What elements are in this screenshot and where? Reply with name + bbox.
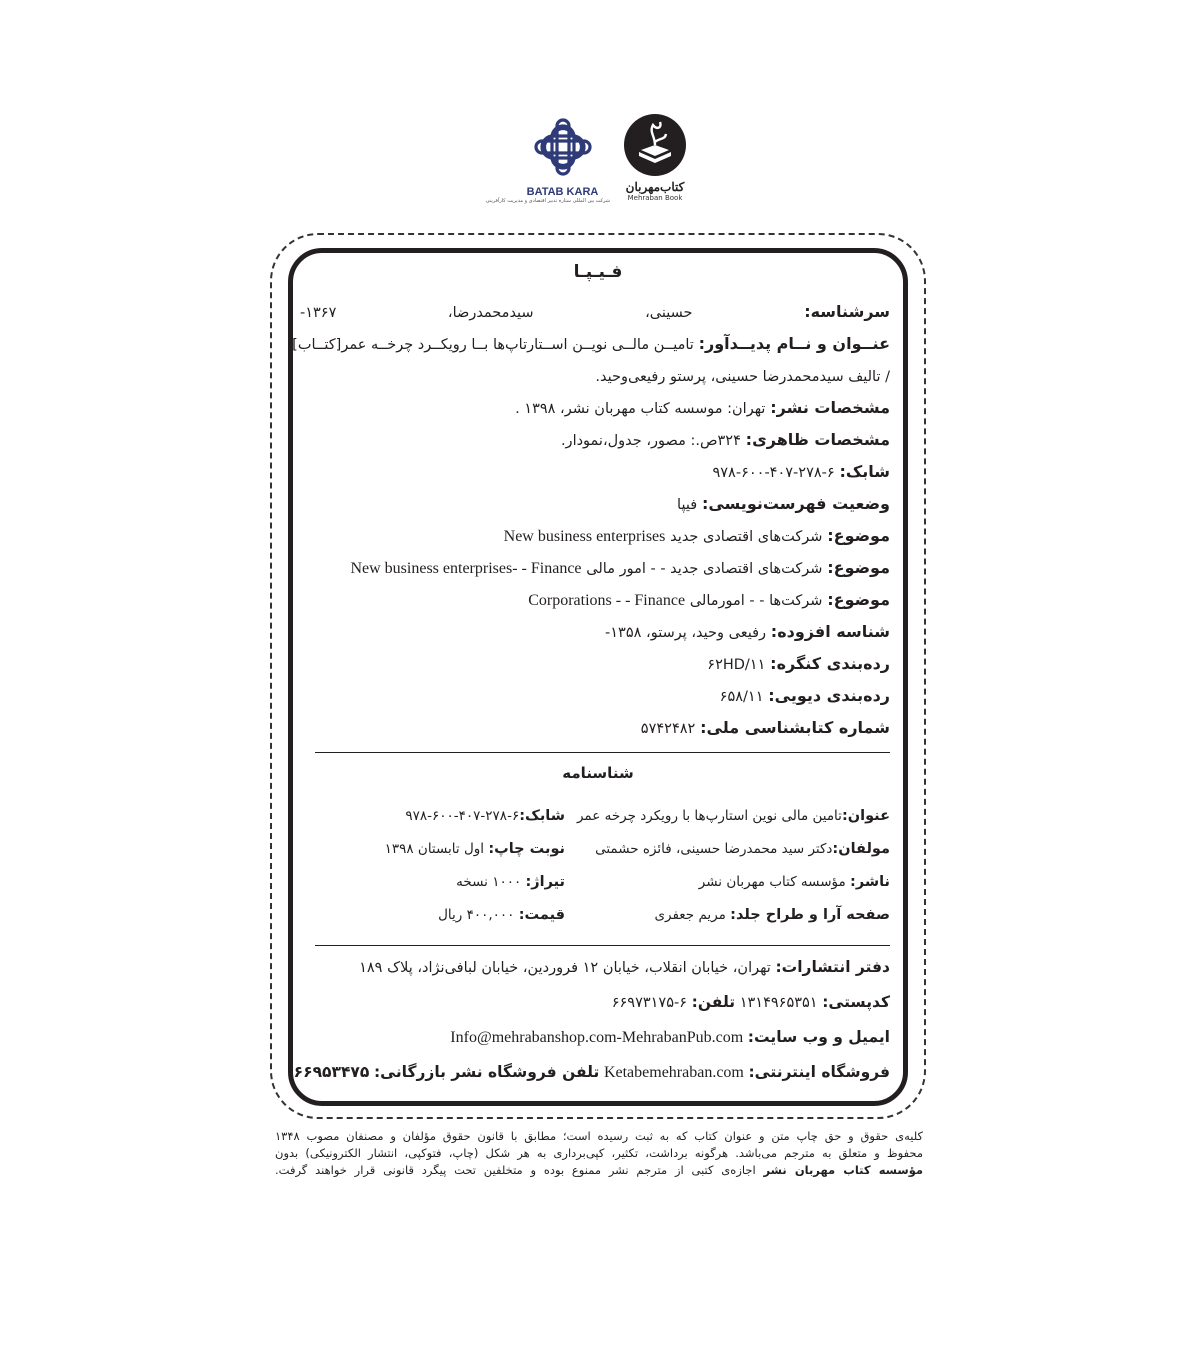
identity-publisher: ناشر: مؤسسه کتاب مهربان نشر [698, 874, 890, 890]
fipa-entry-heading: سرشناسه: حسینی، سیدمحمدرضا، ۱۳۶۷- [300, 302, 890, 321]
fipa-entry-national-number: شماره کتابشناسی ملی: ۵۷۴۲۴۸۲ [640, 718, 890, 737]
batab-knot-icon [528, 112, 598, 182]
identity-table [310, 800, 890, 932]
fipa-entry-title-cont: / تالیف سیدمحمدرضا حسینی، پرستو رفیعی‌وحید. [595, 369, 890, 385]
fipa-title: فـیـپـا [573, 262, 623, 282]
fipa-entry-physical: مشخصات ظاهری: ۳۲۴ص.: مصور، جدول،نمودار. [560, 430, 890, 449]
fipa-list [292, 296, 890, 744]
identity-title: شناسنامه [562, 764, 634, 782]
fipa-entry-title: عنــوان و نــام پدیــدآور: تامیــن مالــی نویــن اســتارتاپ‌ها بــا رویکــرد چرخــه عمر[کتــاب] [292, 334, 890, 353]
copyright-publisher: مؤسسه کتاب مهربان نشر [763, 1163, 924, 1177]
shop-link[interactable]: Ketabemehraban.com [603, 1064, 744, 1081]
fipa-entry-status: وضعیت فهرست‌نویسی: فیپا [677, 494, 890, 513]
copyright-line: محفوظ و متعلق به مترجم می‌باشد. هرگونه برداشت، تکثیر، کپی‌برداری به هر شکل (چاپ، فتوکپی، انتشار الکترونیکی) بدون [275, 1146, 923, 1160]
identity-row [310, 800, 890, 833]
fipa-entry-isbn: شابک: ۶-۲۷۸-۴۰۷-۶۰۰-۹۷۸ [712, 462, 890, 481]
email-and-website: ایمیل و وب سایت: Info@mehrabanshop.com-MehrabanPub.com [450, 1028, 890, 1046]
online-shop: فروشگاه اینترنتی: Ketabemehraban.com تلفن فروشگاه نشر بازرگانی: ۶۶۹۵۳۴۷۵ [293, 1063, 890, 1081]
mehraban-logo-name: کتاب‌مهربان [625, 180, 685, 194]
identity-print-edition: نوبت چاپ: اول تابستان ۱۳۹۸ [384, 841, 565, 857]
mehraban-logo [615, 112, 695, 202]
section-divider [315, 752, 890, 753]
identity-designer: صفحه آرا و طراح جلد: مریم جعفری [654, 907, 890, 923]
identity-circulation: تیراژ: ۱۰۰۰ نسخه [456, 874, 565, 890]
office-address: دفتر انتشارات: تهران، خیابان انقلاب، خیابان ۱۲ فروردین، خیابان لبافی‌نژاد، پلاک ۱۸۹ [359, 958, 890, 976]
batab-logo-tagline: شرکت بین المللی ستاره تدبیر اقتصادی و مدیریت کارآفرینی [485, 198, 610, 204]
identity-authors: مولفان:دکتر سید محمدرضا حسینی، فائزه حشمتی [595, 841, 890, 857]
copyright-line: کلیه‌ی حقوق و حق چاپ متن و عنوان کتاب که به ثبت رسیده است؛ مطابق با قانون حقوق مؤلفان و مصنفان مصوب ۱۳۴۸ [275, 1129, 923, 1143]
identity-row [310, 866, 890, 899]
batab-logo-name: BATAB KARA [526, 186, 599, 198]
mehraban-logo-english: Mehraban Book [627, 194, 683, 202]
fipa-entry-subject-3: موضوع: شرکت‌ها - - امورمالی Corporations - - Finance [528, 590, 890, 609]
fipa-entry-added: شناسه افزوده: رفیعی وحید، پرستو، ۱۳۵۸- [605, 622, 890, 641]
contact-info [293, 950, 890, 1090]
fipa-entry-dewey: رده‌بندی دیویی: ۶۵۸/۱۱ [719, 686, 890, 705]
postal-and-phone: کدپستی: ۱۳۱۴۹۶۵۳۵۱ تلفن: ۶-۶۶۹۷۳۱۷۵ [611, 993, 890, 1011]
publisher-logos [485, 112, 695, 217]
copyright-notice [275, 1128, 923, 1179]
batab-kara-logo [485, 112, 610, 204]
fipa-entry-subject-2: موضوع: شرکت‌های اقتصادی جدید - - امور مالی New business enterprises- - Finance [350, 558, 890, 577]
fipa-entry-publication: مشخصات نشر: تهران: موسسه کتاب مهربان نشر، ۱۳۹۸ . [515, 398, 890, 417]
section-divider [315, 945, 890, 946]
copyright-line-last: مؤسسه کتاب مهربان نشر اجازه‌ی کتبی از مترجم نشر ممنوع بوده و متخلفین تحت پیگرد قانونی قرار خواهند گرفت. [275, 1163, 924, 1177]
identity-price: قیمت: ۴۰۰,۰۰۰ ریال [438, 907, 565, 923]
identity-row [310, 833, 890, 866]
identity-row [310, 899, 890, 932]
fipa-entry-subject-1: موضوع: شرکت‌های اقتصادی جدید New business enterprises [503, 526, 890, 545]
identity-book-title: عنوان:تامین مالی نوین استارپ‌ها با رویکرد چرخه عمر [576, 808, 890, 824]
book-plant-icon [622, 112, 688, 178]
website-link[interactable]: Info@mehrabanshop.com-MehrabanPub.com [450, 1029, 744, 1046]
identity-isbn: شابک:۶-۲۷۸-۴۰۷-۶۰۰-۹۷۸ [405, 808, 565, 824]
fipa-entry-congress: رده‌بندی کنگره: ۶۲HD/۱۱ [707, 654, 890, 673]
